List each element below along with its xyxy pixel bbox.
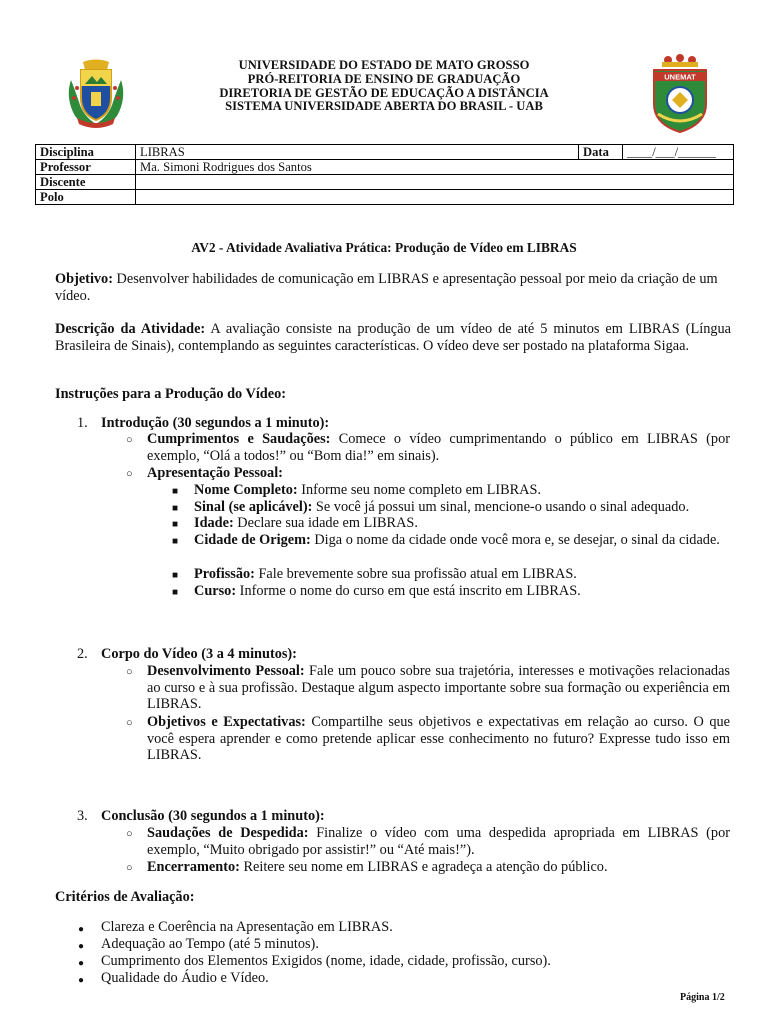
- student-info-table: [35, 144, 734, 205]
- unemat-logo-icon: [648, 54, 712, 134]
- disciplina-value: LIBRAS: [136, 145, 579, 160]
- description-paragraph: [55, 321, 731, 354]
- criteria-heading: Critérios de Avaliação:: [55, 889, 195, 905]
- item-label: Objetivos e Expectativas:: [147, 714, 306, 730]
- header-line-4: SISTEMA UNIVERSIDADE ABERTA DO BRASIL - UAB: [225, 99, 543, 114]
- item-label: Curso:: [194, 583, 237, 599]
- instructions-heading: Instruções para a Produção do Vídeo:: [55, 386, 287, 402]
- mato-grosso-coat-of-arms-icon: [63, 58, 129, 130]
- item-label: Desenvolvimento Pessoal:: [147, 663, 305, 679]
- item-label: Idade:: [194, 515, 234, 531]
- header-line-3: DIRETORIA DE GESTÃO DE EDUCAÇÃO A DISTÂNCIA: [219, 85, 549, 100]
- criteria-item: Clareza e Coerência na Apresentação em LIBRAS.: [101, 919, 393, 935]
- item-label: Apresentação Pessoal:: [147, 465, 283, 481]
- list-item: [147, 663, 730, 713]
- data-field[interactable]: ____/___/______: [623, 145, 734, 160]
- list-item: [147, 714, 730, 764]
- disc-bullet-icon: ●: [78, 958, 85, 969]
- item-text: Declare sua idade em LIBRAS.: [233, 515, 418, 531]
- discente-label: Discente: [36, 175, 136, 190]
- professor-value: Ma. Simoni Rodrigues dos Santos: [136, 160, 734, 175]
- item-label: Cumprimentos e Saudações:: [147, 431, 331, 447]
- item-label: Profissão:: [194, 566, 255, 582]
- description-text: A avaliação consiste na produção de um vídeo de até 5 minutos em LIBRAS (Língua Brasileira de Sinais), contemplando as seguintes características. O vídeo deve ser postado na plataforma Sigaa.: [55, 321, 731, 354]
- item-text: Reitere seu nome em LIBRAS e agradeça a atenção do público.: [239, 859, 608, 875]
- item-text: Comece o vídeo cumprimentando o público em LIBRAS (por exemplo, “Olá a todos!” ou “Bom dia!” em sinais).: [147, 431, 730, 464]
- square-bullet-icon: ■: [172, 503, 179, 514]
- circle-bullet-icon: ○: [126, 717, 133, 729]
- objective-label: Objetivo:: [55, 271, 113, 287]
- list-item: [147, 431, 730, 464]
- disc-bullet-icon: ●: [78, 924, 85, 935]
- header-line-2: PRÓ-REITORIA DE ENSINO DE GRADUAÇÃO: [247, 71, 521, 86]
- item-text: Compartilhe seus objetivos e expectativas em relação ao curso. O que você espera aprender e como pretende aplicar esse conhecimento no futuro? Expresse tudo isso em LIBRAS.: [147, 714, 731, 764]
- header-line-1: UNIVERSIDADE DO ESTADO DE MATO GROSSO: [238, 58, 530, 72]
- list-item: [194, 583, 730, 600]
- item-text: Diga o nome da cidade onde você mora e, se desejar, o sinal da cidade.: [310, 532, 720, 548]
- page-number: Página 1/2: [680, 992, 725, 1003]
- section-number: 1.: [77, 415, 88, 431]
- disciplina-label: Disciplina: [36, 145, 136, 160]
- list-item: [147, 859, 730, 876]
- item-text: Finalize o vídeo com uma despedida apropriada em LIBRAS (por exemplo, “Muito obrigado por assistir!” ou “Até mais!”).: [147, 825, 730, 858]
- item-text: Fale um pouco sobre sua trajetória, interesses e motivações relacionadas ao curso e à sua profissão. Destaque algum aspecto importante sobre sua formação ou experiência em LIBRAS.: [147, 663, 730, 713]
- circle-bullet-icon: ○: [126, 666, 133, 678]
- section-number: 2.: [77, 646, 88, 662]
- criteria-item: Qualidade do Áudio e Vídeo.: [101, 970, 269, 986]
- criteria-item: Adequação ao Tempo (até 5 minutos).: [101, 936, 319, 952]
- list-item: [147, 825, 730, 858]
- section-title: Conclusão (30 segundos a 1 minuto):: [101, 808, 325, 824]
- item-text: Fale brevemente sobre sua profissão atual em LIBRAS.: [254, 566, 577, 582]
- objective-text: Desenvolver habilidades de comunicação em LIBRAS e apresentação pessoal por meio da criação de um vídeo.: [55, 271, 718, 304]
- document-title: AV2 - Atividade Avaliativa Prática: Produção de Vídeo em LIBRAS: [191, 240, 577, 255]
- institution-heading: [150, 59, 618, 114]
- professor-label: Professor: [36, 160, 136, 175]
- disc-bullet-icon: ●: [78, 941, 85, 952]
- circle-bullet-icon: ○: [126, 862, 133, 874]
- polo-field[interactable]: [136, 190, 734, 205]
- list-item: [147, 465, 730, 482]
- description-label: Descrição da Atividade:: [55, 321, 206, 337]
- square-bullet-icon: ■: [172, 486, 179, 497]
- item-label: Sinal (se aplicável):: [194, 499, 313, 515]
- list-item: [194, 532, 730, 549]
- item-text: Se você já possui um sinal, mencione-o usando o sinal adequado.: [312, 499, 690, 515]
- circle-bullet-icon: ○: [126, 434, 133, 446]
- item-text: Informe seu nome completo em LIBRAS.: [297, 482, 542, 498]
- square-bullet-icon: ■: [172, 536, 179, 547]
- square-bullet-icon: ■: [172, 587, 179, 598]
- circle-bullet-icon: ○: [126, 828, 133, 840]
- square-bullet-icon: ■: [172, 570, 179, 581]
- item-text: Informe o nome do curso em que está inscrito em LIBRAS.: [236, 583, 581, 599]
- list-item: [194, 499, 730, 516]
- list-item: [194, 482, 730, 499]
- square-bullet-icon: ■: [172, 519, 179, 530]
- item-label: Nome Completo:: [194, 482, 298, 498]
- data-label: Data: [579, 145, 623, 160]
- document-header: [0, 58, 768, 138]
- section-number: 3.: [77, 808, 88, 824]
- section-title: Introdução (30 segundos a 1 minuto):: [101, 415, 330, 431]
- list-item: [194, 566, 730, 583]
- list-item: [194, 515, 730, 532]
- polo-label: Polo: [36, 190, 136, 205]
- disc-bullet-icon: ●: [78, 975, 85, 986]
- item-label: Cidade de Origem:: [194, 532, 311, 548]
- unemat-logo-text: UNEMAT: [664, 72, 696, 82]
- criteria-item: Cumprimento dos Elementos Exigidos (nome, idade, cidade, profissão, curso).: [101, 953, 551, 969]
- circle-bullet-icon: ○: [126, 468, 133, 480]
- item-label: Encerramento:: [147, 859, 240, 875]
- objective-paragraph: [55, 271, 731, 304]
- discente-field[interactable]: [136, 175, 734, 190]
- item-label: Saudações de Despedida:: [147, 825, 309, 841]
- section-title: Corpo do Vídeo (3 a 4 minutos):: [101, 646, 297, 662]
